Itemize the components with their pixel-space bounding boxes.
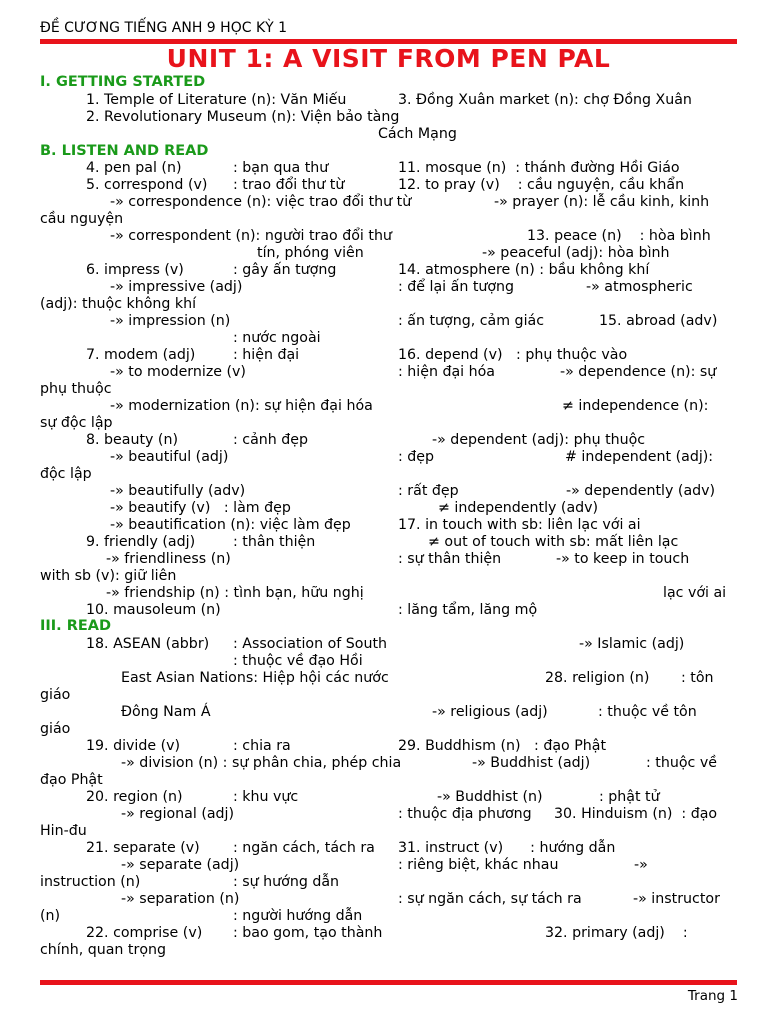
vocab-line: Đông Nam Á [121, 704, 211, 720]
vocab-line: 1. Temple of Literature (n): Văn Miếu [86, 92, 347, 108]
vocab-line: 5. correspond (v) [86, 177, 208, 193]
vocab-line: 30. Hinduism (n) : đạo [554, 806, 718, 822]
vocab-line: 7. modem (adj) [86, 347, 196, 363]
vocab-line: 28. religion (n) : tôn [545, 670, 714, 686]
vocab-line: : rất đẹp [398, 483, 459, 499]
vocab-line: : ấn tượng, cảm giác [398, 313, 545, 329]
vocab-line: : gây ấn tượng [233, 262, 337, 278]
bottom-red-rule [40, 980, 737, 985]
vocab-line: -» religious (adj) [432, 704, 548, 720]
vocab-line: -» dependence (n): sự [560, 364, 717, 380]
vocab-line: -» correspondence (n): việc trao đổi thư từ [110, 194, 412, 210]
vocab-line: -» friendship (n) : tình bạn, hữu nghị [106, 585, 364, 601]
vocab-line: 2. Revolutionary Museum (n): Viện bảo tàng [86, 109, 400, 125]
vocab-line: độc lập [40, 466, 92, 482]
vocab-line: -» Buddhist (n) [437, 789, 543, 805]
page-number: Trang 1 [687, 988, 738, 1004]
vocab-line: : bạn qua thư [233, 160, 329, 176]
vocab-line: -» beautifully (adv) [110, 483, 246, 499]
vocab-line: : thuộc về đạo Hồi [233, 653, 363, 669]
vocab-line: -» separation (n) [121, 891, 240, 907]
vocab-line: tín, phóng viên [257, 245, 364, 261]
vocab-line: 14. atmosphere (n) : bầu không khí [398, 262, 650, 278]
vocab-line: : ngăn cách, tách ra [233, 840, 375, 856]
vocab-line: East Asian Nations: Hiệp hội các nước [121, 670, 389, 686]
vocab-line: giáo [40, 721, 71, 737]
vocab-line: : hiện đại hóa [398, 364, 495, 380]
vocab-line: : hiện đại [233, 347, 300, 363]
vocab-line: sự độc lập [40, 415, 113, 431]
vocab-line: 16. depend (v) : phụ thuộc vào [398, 347, 628, 363]
vocab-line: -» instructor [633, 891, 720, 907]
vocab-line: : đẹp [398, 449, 435, 465]
vocab-line: ≠ out of touch with sb: mất liên lạc [428, 534, 679, 550]
vocab-line: -» separate (adj) [121, 857, 240, 873]
vocab-line: 3. Đồng Xuân market (n): chợ Đồng Xuân [398, 92, 692, 108]
vocab-line: 17. in touch with sb: liên lạc với ai [398, 517, 641, 533]
vocab-line: chính, quan trọng [40, 942, 167, 958]
vocab-line: : thuộc về [646, 755, 717, 771]
vocab-line: 18. ASEAN (abbr) [86, 636, 210, 652]
vocab-line: with sb (v): giữ liên [40, 568, 177, 584]
vocab-line: 8. beauty (n) [86, 432, 178, 448]
vocab-line: Hin-đu [40, 823, 87, 839]
vocab-line: -» Buddhist (adj) [472, 755, 591, 771]
vocab-line: : riêng biệt, khác nhau [398, 857, 559, 873]
vocab-line: Cách Mạng [378, 126, 457, 142]
vocab-line: 22. comprise (v) [86, 925, 203, 941]
vocab-line: : lăng tẩm, lăng mộ [398, 602, 538, 618]
vocab-line: 31. instruct (v) : hướng dẫn [398, 840, 616, 856]
vocab-line: -» division (n) : sự phân chia, phép chia [121, 755, 402, 771]
vocab-line: đạo Phật [40, 772, 103, 788]
vocab-line: : trao đổi thư từ [233, 177, 345, 193]
vocab-line: : nước ngoài [233, 330, 321, 346]
vocab-line: -» to modernize (v) [110, 364, 246, 380]
vocab-line: -» beautify (v) : làm đẹp [110, 500, 291, 516]
vocab-line: 15. abroad (adv) [599, 313, 718, 329]
vocab-line: 13. peace (n) : hòa bình [527, 228, 711, 244]
vocab-line: -» dependently (adv) [566, 483, 716, 499]
vocab-line: ≠ independently (adv) [438, 500, 599, 516]
vocab-line: lạc với ai [663, 585, 727, 601]
vocab-line: 12. to pray (v) : cầu nguyện, cầu khẩn [398, 177, 685, 193]
vocab-line: 29. Buddhism (n) : đạo Phật [398, 738, 607, 754]
vocab-line: 10. mausoleum (n) [86, 602, 221, 618]
vocab-line: cầu nguyện [40, 211, 124, 227]
vocab-line: : Association of South [233, 636, 387, 652]
vocab-line: (adj): thuộc không khí [40, 296, 197, 312]
vocab-line: -» modernization (n): sự hiện đại hóa [110, 398, 373, 414]
document-header: ĐỀ CƯƠNG TIẾNG ANH 9 HỌC KỲ 1 [40, 20, 288, 36]
vocab-line: -» regional (adj) [121, 806, 235, 822]
vocab-line: 21. separate (v) [86, 840, 200, 856]
vocab-line: -» peaceful (adj): hòa bình [482, 245, 670, 261]
vocab-line: 32. primary (adj) : [545, 925, 688, 941]
vocab-line: : khu vực [233, 789, 299, 805]
vocab-line: : cảnh đẹp [233, 432, 309, 448]
vocab-line: -» to keep in touch [556, 551, 690, 567]
vocab-line: (n) [40, 908, 61, 924]
vocab-line: : thân thiện [233, 534, 316, 550]
vocab-line: 6. impress (v) [86, 262, 184, 278]
vocab-line: # independent (adj): [565, 449, 714, 465]
section-listen-and-read: B. LISTEN AND READ [40, 143, 209, 159]
vocab-line: : để lại ấn tượng [398, 279, 515, 295]
unit-title: UNIT 1: A VISIT FROM PEN PAL [166, 44, 611, 73]
vocab-line: -» prayer (n): lễ cầu kinh, kinh [494, 194, 710, 210]
vocab-line: -» dependent (adj): phụ thuộc [432, 432, 646, 448]
vocab-line: -» beautiful (adj) [110, 449, 229, 465]
section-getting-started: I. GETTING STARTED [40, 74, 206, 90]
vocab-line: 20. region (n) [86, 789, 183, 805]
vocab-line: -» [634, 857, 648, 873]
vocab-line: 11. mosque (n) : thánh đường Hồi Giáo [398, 160, 680, 176]
vocab-line: : sự hướng dẫn [233, 874, 340, 890]
vocab-line: -» friendliness (n) [106, 551, 231, 567]
vocab-line: -» correspondent (n): người trao đổi thư [110, 228, 392, 244]
vocab-line: : sự thân thiện [398, 551, 502, 567]
vocab-line: instruction (n) [40, 874, 141, 890]
vocab-line: 4. pen pal (n) [86, 160, 182, 176]
vocab-line: : thuộc địa phương [398, 806, 532, 822]
section-read: III. READ [40, 618, 112, 634]
vocab-line: -» impressive (adj) [110, 279, 243, 295]
vocab-line: -» impression (n) [110, 313, 231, 329]
vocab-line: -» beautification (n): việc làm đẹp [110, 517, 351, 533]
vocab-line: : thuộc về tôn [598, 704, 697, 720]
vocab-line: -» atmospheric [586, 279, 693, 295]
vocab-line: : sự ngăn cách, sự tách ra [398, 891, 582, 907]
vocab-line: ≠ independence (n): [562, 398, 709, 414]
vocab-line: -» Islamic (adj) [579, 636, 685, 652]
vocab-line: : phật tử [599, 789, 660, 805]
vocab-line: : chia ra [233, 738, 291, 754]
vocab-line: : người hướng dẫn [233, 908, 363, 924]
vocab-line: 19. divide (v) [86, 738, 181, 754]
vocab-line: giáo [40, 687, 71, 703]
vocab-line: phụ thuộc [40, 381, 112, 397]
vocab-line: 9. friendly (adj) [86, 534, 196, 550]
vocab-line: : bao gom, tạo thành [233, 925, 383, 941]
